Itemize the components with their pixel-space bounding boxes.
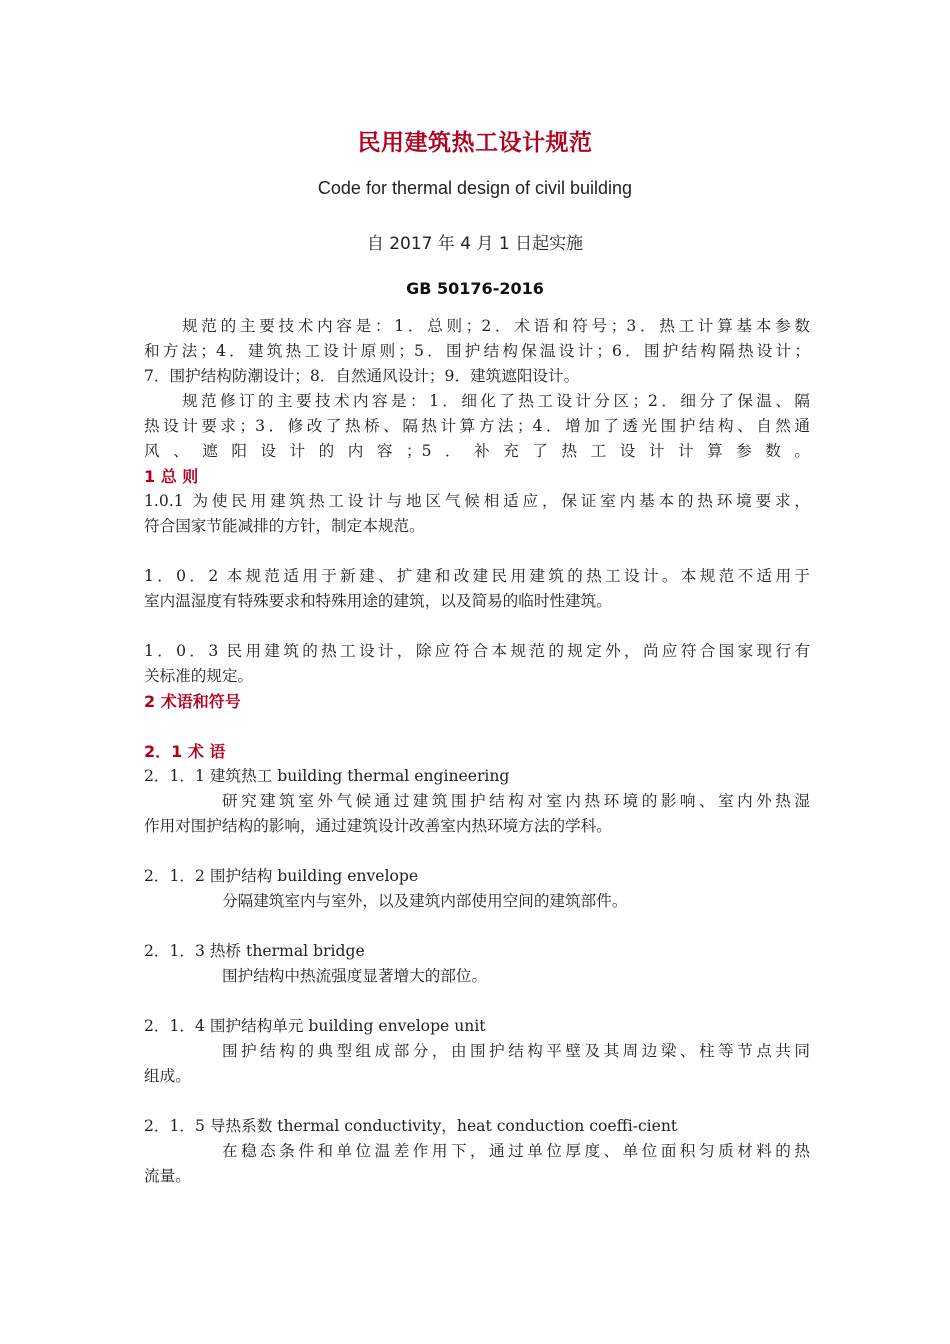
document-body	[144, 314, 810, 1189]
term-number: 2．1．2 围护结构 building envelope	[144, 867, 419, 885]
clause-line: 关标准的规定。	[144, 667, 254, 685]
term-number: 2．1．3 热桥 thermal bridge	[144, 942, 365, 960]
intro-line: 规范修订的主要技术内容是：1．细化了热工设计分区；2．细分了保温、隔	[182, 392, 810, 410]
term-number: 2．1．4 围护结构单元 building envelope unit	[144, 1017, 486, 1035]
document-title: 民用建筑热工设计规范	[357, 130, 593, 156]
clause-line: 1.0.1 为使民用建筑热工设计与地区气候相适应，保证室内基本的热环境要求，	[144, 492, 810, 510]
term-number: 2．1．5 导热系数 thermal conductivity，heat conduction coeffi-cient	[144, 1117, 678, 1135]
intro-line: 7．围护结构防潮设计；8．自然通风设计；9．建筑遮阳设计。	[144, 367, 580, 385]
effective-date: 自 2017 年 4 月 1 日起实施	[366, 234, 584, 254]
term-definition: 分隔建筑室内与室外，以及建筑内部使用空间的建筑部件。	[222, 892, 628, 910]
intro-line: 风、遮阳设计的内容；5．补充了热工设计计算参数。	[144, 442, 810, 460]
clause-line: 1．0．2 本规范适用于新建、扩建和改建民用建筑的热工设计。本规范不适用于	[144, 567, 810, 585]
term-definition: 围护结构中热流强度显著增大的部位。	[222, 967, 488, 985]
term-number: 2．1．1 建筑热工 building thermal engineering	[144, 767, 510, 785]
clause-line: 符合国家节能减排的方针，制定本规范。	[144, 517, 425, 535]
section-heading: 2 术语和符号	[144, 692, 241, 711]
intro-line: 规范的主要技术内容是：1．总则；2．术语和符号；3．热工计算基本参数	[182, 317, 810, 335]
term-definition: 在稳态条件和单位温差作用下，通过单位厚度、单位面积匀质材料的热	[222, 1142, 810, 1160]
document-subtitle-english: Code for thermal design of civil building	[317, 178, 633, 198]
term-definition: 研究建筑室外气候通过建筑围护结构对室内热环境的影响、室内外热湿	[222, 792, 810, 810]
section-heading: 1 总 则	[144, 467, 199, 486]
intro-line: 和方法；4．建筑热工设计原则；5．围护结构保温设计；6．围护结构隔热设计；	[144, 342, 810, 360]
subsection-heading: 2．1 术 语	[144, 742, 226, 761]
standard-code: GB 50176-2016	[406, 279, 544, 298]
term-definition: 流量。	[144, 1167, 191, 1185]
term-definition: 围护结构的典型组成部分，由围护结构平壁及其周边梁、柱等节点共同	[222, 1042, 810, 1060]
term-definition: 组成。	[144, 1067, 191, 1085]
intro-line: 热设计要求；3．修改了热桥、隔热计算方法；4．增加了透光围护结构、自然通	[144, 417, 810, 435]
clause-line: 1．0．3 民用建筑的热工设计，除应符合本规范的规定外，尚应符合国家现行有	[144, 642, 810, 660]
term-definition: 作用对围护结构的影响，通过建筑设计改善室内热环境方法的学科。	[144, 817, 612, 835]
clause-line: 室内温湿度有特殊要求和特殊用途的建筑，以及简易的临时性建筑。	[144, 592, 612, 610]
